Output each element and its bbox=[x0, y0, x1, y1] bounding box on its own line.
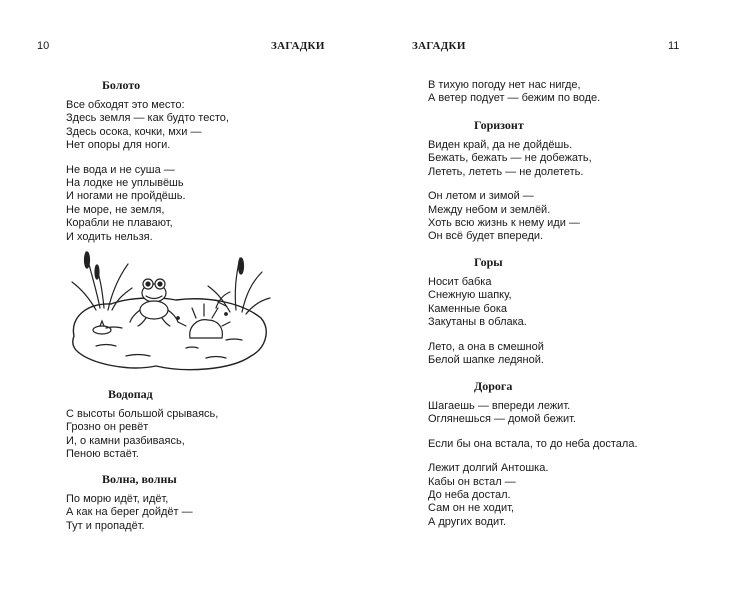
text-line: Шагаешь — впереди лежит. bbox=[428, 400, 571, 412]
riddle-stanza bbox=[66, 493, 193, 533]
riddle-volny-intro bbox=[428, 79, 600, 117]
swamp-frog-illustration bbox=[66, 248, 276, 383]
text-line: Здесь земля — как будто тесто, bbox=[66, 112, 229, 125]
left-page bbox=[0, 0, 365, 589]
text-line: Каменные бока bbox=[428, 302, 508, 315]
right-page bbox=[366, 0, 731, 589]
text-line: Лежит долгий Антошка. bbox=[428, 462, 549, 475]
text-line: Белой шапке ледяной. bbox=[428, 354, 544, 367]
riddle-stanza bbox=[428, 79, 600, 106]
riddle-stanza bbox=[428, 438, 638, 451]
text-line: Закутаны в облака. bbox=[428, 316, 527, 329]
text-line: И ходить нельзя. bbox=[66, 230, 153, 243]
text-line: На лодке не уплывёшь bbox=[66, 177, 184, 190]
text-line: А ветер подует — бежим по воде. bbox=[428, 92, 601, 105]
text-line: В тихую погоду нет нас нигде, bbox=[428, 79, 581, 91]
riddle-title: Болото bbox=[102, 78, 141, 92]
text-line: И ногами не пройдёшь. bbox=[66, 190, 186, 203]
text-line: Носит бабка bbox=[428, 276, 492, 288]
text-line: Оглянешься — домой бежит. bbox=[428, 413, 576, 426]
riddle-gorizont bbox=[428, 118, 592, 255]
text-line: Кабы он встал — bbox=[428, 475, 516, 488]
text-line: Если бы она встала, то до неба достала. bbox=[428, 437, 638, 450]
riddle-title: Горизонт bbox=[474, 118, 524, 132]
riddle-title: Водопад bbox=[108, 387, 153, 401]
riddle-doroga bbox=[428, 379, 638, 540]
riddle-title: Волна, волны bbox=[102, 472, 177, 486]
text-line: Лететь, лететь — не долететь. bbox=[428, 165, 584, 178]
text-line: Между небом и землёй. bbox=[428, 203, 551, 216]
riddle-title: Горы bbox=[474, 255, 503, 269]
text-line: Сам он не ходит, bbox=[428, 502, 514, 515]
text-line: И, о камни разбиваясь, bbox=[66, 434, 185, 447]
riddle-volna bbox=[66, 472, 193, 544]
riddle-stanza bbox=[428, 139, 592, 179]
text-line: Он всё будет впереди. bbox=[428, 230, 544, 243]
riddle-stanza bbox=[428, 400, 638, 427]
text-line: Тут и пропадёт. bbox=[66, 519, 145, 532]
text-line: Хоть всю жизнь к нему иди — bbox=[428, 217, 580, 230]
page-number-right: 11 bbox=[668, 40, 680, 52]
text-line: Лето, а она в смешной bbox=[428, 340, 544, 353]
text-line: Он летом и зимой — bbox=[428, 190, 534, 203]
text-line: До неба достал. bbox=[428, 489, 511, 502]
riddle-stanza bbox=[428, 276, 544, 330]
text-line: По морю идёт, идёт, bbox=[66, 493, 169, 505]
text-line: Не вода и не суша — bbox=[66, 163, 175, 176]
riddle-stanza bbox=[428, 190, 592, 244]
riddle-stanza bbox=[428, 341, 544, 368]
page-number-left: 10 bbox=[37, 40, 50, 52]
text-line: Корабли не плавают, bbox=[66, 217, 173, 230]
riddle-vodopad bbox=[66, 387, 218, 473]
text-line: Здесь осока, кочки, мхи — bbox=[66, 125, 202, 138]
riddle-stanza bbox=[428, 462, 638, 529]
riddle-stanza bbox=[66, 408, 218, 462]
text-line: Бежать, бежать — не добежать, bbox=[428, 152, 592, 165]
text-line: Нет опоры для ноги. bbox=[66, 139, 171, 152]
riddle-gory bbox=[428, 255, 544, 378]
riddle-title: Дорога bbox=[474, 379, 513, 393]
riddle-stanza bbox=[66, 99, 229, 153]
text-line: Не море, не земля, bbox=[66, 203, 165, 216]
running-head-left: ЗАГАДКИ bbox=[271, 40, 325, 52]
text-line: А как на берег дойдёт — bbox=[66, 506, 193, 519]
riddle-stanza bbox=[66, 164, 229, 244]
text-line: Пеною встаёт. bbox=[66, 448, 139, 461]
text-line: С высоты большой срываясь, bbox=[66, 408, 219, 420]
text-line: Грозно он ревёт bbox=[66, 421, 149, 434]
running-head-right: ЗАГАДКИ bbox=[412, 40, 466, 52]
text-line: А других водит. bbox=[428, 515, 507, 528]
text-line: Виден край, да не дойдёшь. bbox=[428, 139, 573, 151]
riddle-boloto bbox=[66, 78, 229, 255]
text-line: Снежную шапку, bbox=[428, 289, 512, 302]
text-line: Все обходят это место: bbox=[66, 99, 185, 111]
